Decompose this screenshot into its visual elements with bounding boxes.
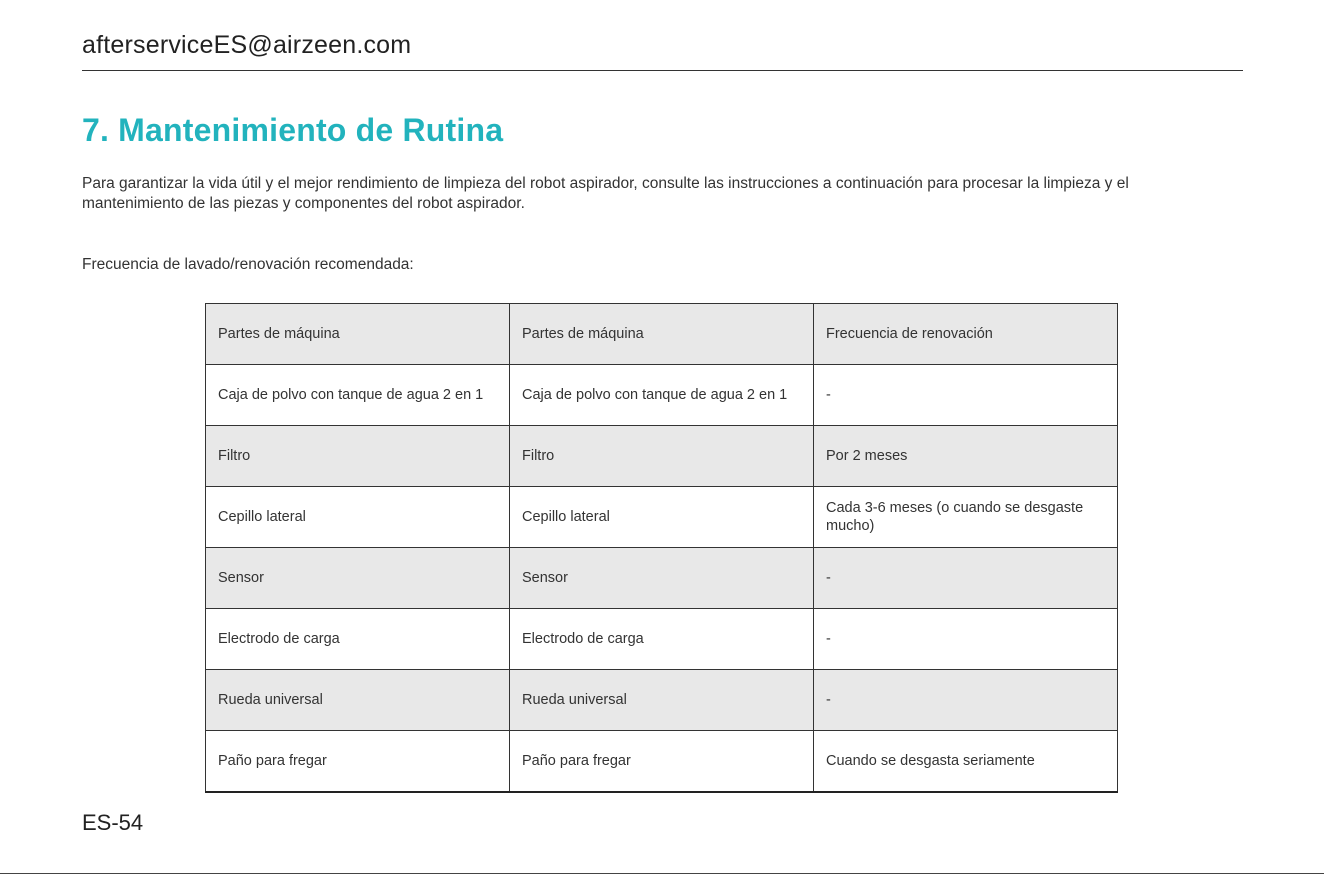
table-cell: Cepillo lateral <box>510 487 814 548</box>
table-cell: - <box>814 609 1118 670</box>
table-cell: Electrodo de carga <box>206 609 510 670</box>
maintenance-table <box>205 303 1118 793</box>
table-cell: Electrodo de carga <box>510 609 814 670</box>
frequency-label: Frecuencia de lavado/renovación recomendada: <box>82 256 414 273</box>
table-cell: Paño para fregar <box>206 731 510 793</box>
table-cell: Cepillo lateral <box>206 487 510 548</box>
table-cell: Partes de máquina <box>206 304 510 365</box>
table-cell: Rueda universal <box>206 670 510 731</box>
table-row <box>206 548 1118 609</box>
header-divider <box>82 70 1243 71</box>
table-cell: Sensor <box>510 548 814 609</box>
page-number: ES-54 <box>82 810 144 835</box>
table-row <box>206 609 1118 670</box>
table-cell: Caja de polvo con tanque de agua 2 en 1 <box>206 365 510 426</box>
table-cell: Cuando se desgasta seriamente <box>814 731 1118 793</box>
table-cell: Por 2 meses <box>814 426 1118 487</box>
table-cell: - <box>814 365 1118 426</box>
table-cell: - <box>814 670 1118 731</box>
table-cell: Caja de polvo con tanque de agua 2 en 1 <box>510 365 814 426</box>
table-row <box>206 731 1118 793</box>
intro-paragraph: Para garantizar la vida útil y el mejor rendimiento de limpieza del robot aspirador, consulte las instrucciones a continuación para procesar la limpieza y el mantenimiento de las piezas y componentes del robot aspirador. <box>82 175 1129 212</box>
table-cell: Filtro <box>206 426 510 487</box>
table-cell: - <box>814 548 1118 609</box>
table-cell: Sensor <box>206 548 510 609</box>
header-email: afterserviceES@airzeen.com <box>82 31 412 59</box>
table-row <box>206 365 1118 426</box>
table-header-row <box>206 304 1118 365</box>
table-row <box>206 670 1118 731</box>
table-cell: Partes de máquina <box>510 304 814 365</box>
section-title: 7. Mantenimiento de Rutina <box>82 112 504 148</box>
table-row <box>206 487 1118 548</box>
table-cell: Paño para fregar <box>510 731 814 793</box>
table-cell: Filtro <box>510 426 814 487</box>
table-cell: Rueda universal <box>510 670 814 731</box>
footer-divider <box>0 873 1324 874</box>
table-cell: Frecuencia de renovación <box>814 304 1118 365</box>
table-cell: Cada 3-6 meses (o cuando se desgaste mucho) <box>814 487 1118 548</box>
table-row <box>206 426 1118 487</box>
